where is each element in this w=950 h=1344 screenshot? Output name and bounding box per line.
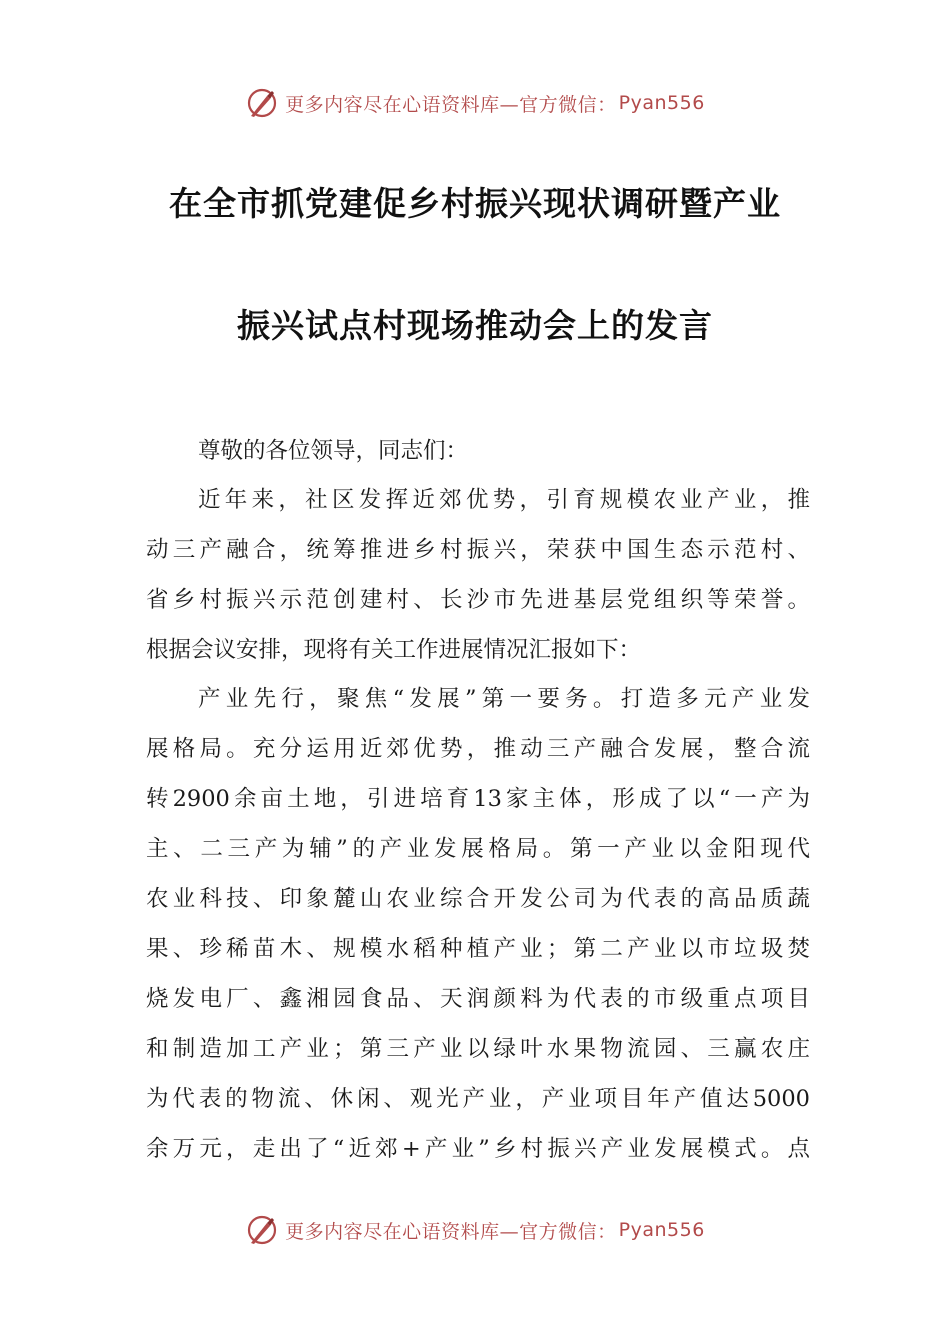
banner-wechat-id: Pyan556 xyxy=(618,1219,705,1241)
header-banner xyxy=(0,83,950,123)
paragraph-2-line: 产业先行，聚焦“发展”第一要务。打造多元产业发 xyxy=(198,686,810,712)
pen-circle-logo-icon xyxy=(245,86,279,120)
banner-text: 更多内容尽在心语资料库—官方微信： xyxy=(285,93,617,116)
paragraph-2-line: 为代表的物流、休闲、观光产业，产业项目年产值达5000 xyxy=(146,1086,810,1112)
paragraph-2-line: 主、二三产为辅”的产业发展格局。第一产业以金阳现代 xyxy=(146,836,810,862)
paragraph-2-line: 农业科技、印象麓山农业综合开发公司为代表的高品质蔬 xyxy=(146,886,810,912)
paragraph-1-line: 动三产融合，统筹推进乡村振兴，荣获中国生态示范村、 xyxy=(146,537,810,563)
paragraph-2-line: 余万元，走出了“近郊+产业”乡村振兴产业发展模式。点 xyxy=(146,1136,810,1162)
paragraph-1-line: 根据会议安排，现将有关工作进展情况汇报如下： xyxy=(146,637,642,663)
banner-wechat-id: Pyan556 xyxy=(618,92,705,114)
banner-text: 更多内容尽在心语资料库—官方微信： xyxy=(285,1220,617,1243)
greeting: 尊敬的各位领导，同志们： xyxy=(198,438,469,464)
paragraph-2-line: 展格局。充分运用近郊优势，推动三产融合发展，整合流 xyxy=(146,736,810,762)
pen-circle-logo-icon xyxy=(245,1213,279,1247)
footer-banner xyxy=(0,1210,950,1250)
paragraph-1-line: 省乡村振兴示范创建村、长沙市先进基层党组织等荣誉。 xyxy=(146,587,810,613)
paragraph-2-line: 和制造加工产业；第三产业以绿叶水果物流园、三赢农庄 xyxy=(146,1036,810,1062)
paragraph-2-line: 烧发电厂、鑫湘园食品、天润颜料为代表的市级重点项目 xyxy=(146,986,810,1012)
document-title-line-1: 在全市抓党建促乡村振兴现状调研暨产业 xyxy=(169,184,781,223)
paragraph-1-line: 近年来，社区发挥近郊优势，引育规模农业产业，推 xyxy=(198,487,810,513)
document-title-line-2: 振兴试点村现场推动会上的发言 xyxy=(237,306,713,345)
paragraph-2-line: 果、珍稀苗木、规模水稻种植产业；第二产业以市垃圾焚 xyxy=(146,936,810,962)
paragraph-2-line: 转2900余亩土地，引进培育13家主体，形成了以“一产为 xyxy=(146,786,810,812)
